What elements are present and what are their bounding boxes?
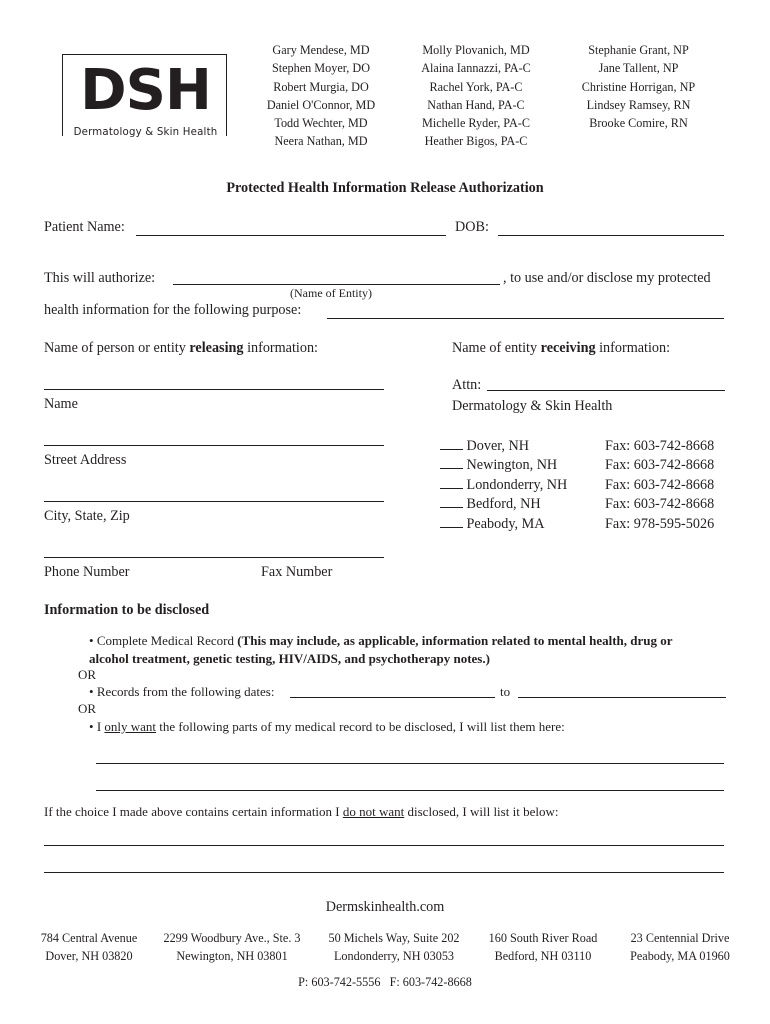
staff-member: Brooke Comire, RN: [589, 116, 688, 131]
location-name: Newington, NH: [466, 457, 558, 473]
staff-column-1: [255, 41, 387, 151]
city-state-zip-label: City, State, Zip: [44, 508, 130, 524]
disclose-heading: Information to be disclosed: [44, 602, 210, 618]
option-text: Records from the following dates:: [96, 684, 275, 699]
bullet: •: [89, 719, 94, 734]
patient-name-field[interactable]: [136, 235, 446, 236]
staff-member: Molly Plovanich, MD: [422, 43, 530, 57]
purpose-field[interactable]: [327, 318, 724, 319]
checkbox-blank[interactable]: [440, 507, 463, 508]
staff-member: Christine Horrigan, NP: [581, 79, 696, 94]
location-fax: Fax: 978-595-5026: [605, 516, 715, 532]
staff-member: Nathan Hand, PA-C: [427, 97, 525, 112]
authorize-label: This will authorize:: [44, 270, 156, 286]
address-line: 160 South River Road: [488, 931, 598, 945]
checkbox-blank[interactable]: [440, 527, 463, 528]
parts-line-1[interactable]: [96, 763, 724, 764]
dob-label: DOB:: [455, 219, 489, 235]
location-peabody[interactable]: [440, 516, 544, 533]
form-title: Protected Health Information Release Authorization: [226, 180, 544, 196]
footer-phone: P: 603-742-5556: [298, 975, 381, 989]
address-londonderry: [322, 929, 466, 965]
staff-column-3: [566, 41, 711, 132]
releasing-suffix: information:: [243, 340, 318, 356]
staff-member: Robert Murgia, DO: [273, 79, 369, 94]
releasing-name-field[interactable]: [44, 389, 384, 390]
parts-line-2[interactable]: [96, 790, 724, 791]
logo-subtitle-text: Dermatology & Skin Health: [71, 127, 221, 138]
staff-member: Gary Mendese, MD: [272, 43, 370, 57]
logo-letters: DSH: [80, 58, 211, 123]
exclusion-text: [44, 804, 558, 820]
location-newington[interactable]: [440, 457, 557, 474]
checkbox-blank[interactable]: [440, 488, 463, 489]
street-address-label: Street Address: [44, 452, 127, 468]
location-bedford[interactable]: [440, 496, 541, 513]
date-from-field[interactable]: [290, 697, 495, 698]
staff-member: Jane Tallent, NP: [598, 61, 679, 76]
releasing-prefix: Name of person or entity: [44, 340, 190, 356]
dsh-logo: [62, 54, 229, 139]
address-line: 784 Central Avenue: [40, 931, 138, 945]
receiving-suffix: information:: [595, 340, 671, 356]
staff-member: Michelle Ryder, PA-C: [422, 116, 530, 131]
staff-member: Neera Nathan, MD: [274, 134, 368, 149]
address-bedford: [481, 929, 605, 965]
exclusion-pre: If the choice I made above contains certain information I: [44, 804, 343, 819]
option-complete-record[interactable]: [89, 633, 673, 649]
staff-member: Lindsey Ramsey, RN: [586, 97, 691, 112]
exclusion-line-1[interactable]: [44, 845, 724, 846]
option-bold-text: (This may include, as applicable, information related to mental health, drug or: [237, 633, 673, 648]
location-fax: Fax: 603-742-8668: [605, 496, 715, 512]
address-dover: [30, 929, 148, 965]
or-label: OR: [78, 667, 97, 682]
staff-member: Rachel York, PA-C: [429, 79, 523, 94]
location-fax: Fax: 603-742-8668: [605, 477, 715, 493]
patient-name-label: Patient Name:: [44, 219, 125, 235]
address-line: Dover, NH 03820: [45, 949, 133, 963]
staff-member: Heather Bigos, PA-C: [424, 134, 528, 149]
date-to-field[interactable]: [518, 697, 726, 698]
address-newington: [158, 929, 306, 965]
exclusion-line-2[interactable]: [44, 872, 724, 873]
footer-fax: F: 603-742-8668: [389, 975, 472, 989]
attn-label: Attn:: [452, 377, 482, 393]
attn-field[interactable]: [487, 390, 725, 391]
address-line: Newington, NH 03801: [176, 949, 288, 963]
phone-number-label: Phone Number: [44, 564, 130, 580]
fax-number-label: Fax Number: [261, 564, 333, 580]
receiving-heading: [452, 340, 670, 357]
location-fax: Fax: 603-742-8668: [605, 438, 715, 454]
dob-field[interactable]: [498, 235, 724, 236]
footer-contact: [0, 975, 770, 990]
address-line: Peabody, MA 01960: [630, 949, 730, 963]
staff-member: Alaina Iannazzi, PA-C: [421, 61, 531, 76]
logo-subtitle: [62, 126, 229, 140]
releasing-heading: [44, 340, 318, 357]
staff-member: Stephanie Grant, NP: [588, 43, 689, 57]
staff-column-2: [408, 41, 544, 151]
releasing-name-label: Name: [44, 396, 78, 412]
entity-name-field[interactable]: [173, 284, 500, 285]
address-line: 50 Michels Way, Suite 202: [328, 931, 460, 945]
receiving-entity: Dermatology & Skin Health: [452, 398, 613, 414]
releasing-bold: releasing: [189, 340, 244, 356]
option-specific-parts[interactable]: [89, 719, 565, 735]
footer-website: Dermskinhealth.com: [325, 899, 445, 915]
option-bold-continuation: alcohol treatment, genetic testing, HIV/AIDS, and psychotherapy notes.): [89, 651, 490, 666]
option-date-range[interactable]: [89, 684, 274, 700]
option-text: Complete Medical Record: [96, 633, 238, 648]
staff-member: Todd Wechter, MD: [274, 116, 368, 131]
address-line: 23 Centennial Drive: [630, 931, 730, 945]
receiving-prefix: Name of entity: [452, 340, 541, 356]
purpose-label: health information for the following purpose:: [44, 302, 302, 318]
location-name: Peabody, MA: [466, 516, 545, 532]
location-name: Londonderry, NH: [466, 477, 568, 493]
option-text: I: [96, 719, 105, 734]
location-name: Bedford, NH: [466, 496, 541, 512]
checkbox-blank[interactable]: [440, 449, 463, 450]
staff-member: Stephen Moyer, DO: [271, 61, 370, 76]
staff-member: Daniel O'Connor, MD: [266, 97, 376, 112]
address-line: Londonderry, NH 03053: [333, 949, 455, 963]
bullet: •: [89, 633, 94, 648]
checkbox-blank[interactable]: [440, 468, 463, 469]
entity-caption: (Name of Entity): [290, 286, 372, 300]
street-address-field[interactable]: [44, 445, 384, 446]
phone-fax-field[interactable]: [44, 557, 384, 558]
location-fax: Fax: 603-742-8668: [605, 457, 715, 473]
receiving-bold: receiving: [540, 340, 596, 356]
exclusion-underlined: do not want: [342, 804, 405, 819]
authorize-suffix: , to use and/or disclose my protected: [503, 270, 711, 286]
location-londonderry[interactable]: [440, 477, 567, 494]
or-label: OR: [78, 701, 97, 716]
city-state-zip-field[interactable]: [44, 501, 384, 502]
address-line: 2299 Woodbury Ave., Ste. 3: [163, 931, 301, 945]
address-peabody: [620, 929, 740, 965]
location-name: Dover, NH: [466, 438, 530, 454]
address-line: Bedford, NH 03110: [494, 949, 592, 963]
option-underlined: only want: [104, 719, 157, 734]
to-label: to: [500, 684, 511, 699]
option-text: the following parts of my medical record to be disclosed, I will list them here:: [156, 719, 565, 734]
bullet: •: [89, 684, 94, 699]
location-dover[interactable]: [440, 438, 529, 455]
exclusion-post: disclosed, I will list it below:: [404, 804, 559, 819]
